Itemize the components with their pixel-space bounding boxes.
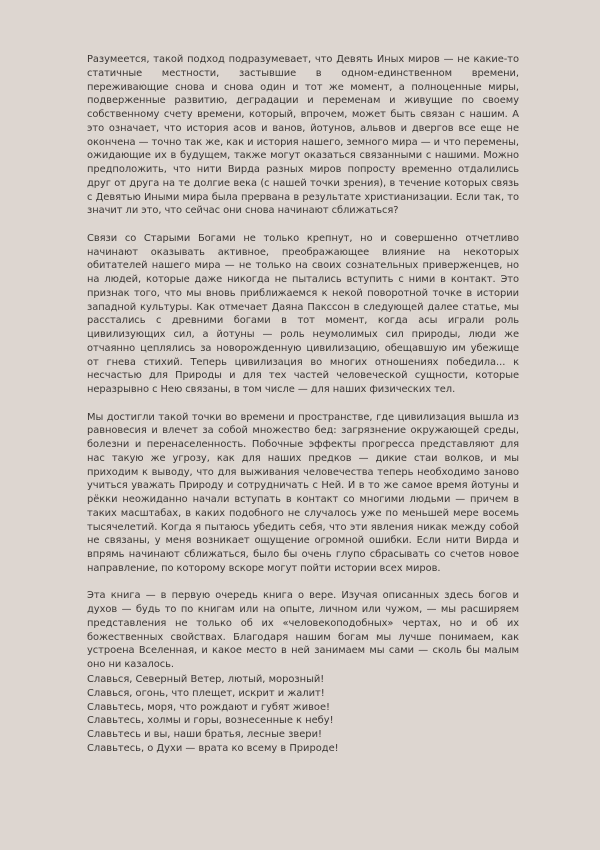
paragraph-book-about-faith: Эта книга — в первую очередь книга о вере. Изучая описанных здесь богов и духов — будь то по книгам или на опыте, личном или чужом, — мы расширяем представления не только об их «человекоподобных» чертах, но и об их божественных свойствах. Благодаря нашим богам мы лучше понимаем, как устроена Вселенная, и какое место в ней занимаем мы сами — сколь бы малым оно ни казалось. <box>87 590 519 670</box>
poem-line: Славьтесь, холмы и горы, вознесенные к небу! <box>87 715 334 727</box>
poem-line: Славьтесь и вы, наши братья, лесные звери! <box>87 729 322 740</box>
invocation-poem <box>87 673 339 756</box>
poem-line: Славься, Северный Ветер, лютый, морозный! <box>87 674 325 685</box>
poem-line: Славьтесь, о Духи — врата ко всему в Природе! <box>87 742 339 754</box>
paragraph-civilization-balance: Мы достигли такой точки во времени и пространстве, где цивилизация вышла из равновесия и влечет за собой множество бед: загрязнение окружающей среды, болезни и перенаселенность. Побочные эффекты прогресса представляют для нас такую же угрозу, как для наших предков — дикие стаи волков, и мы приходим к выводу, что для выживания человечества теперь необходимо заново учиться уважать Природу и сотрудничать с Ней. И в то же самое время йотуны и рёкки неожиданно начали вступать в контакт со многими людьми — причем в таких масштабах, в каких подобного не случалось уже по меньшей мере восемь тысячелетий. Когда я пытаюсь убедить себя, что эти явления никак между собой не связаны, у меня возникает ощущение огромной ошибки. Если нити Вирда и впрямь начинают сближаться, было бы очень глупо сбрасывать со счетов новое направление, по которому вскоре могут пойти истории всех миров. <box>87 411 519 574</box>
paragraph-old-gods-ties: Связи со Старыми Богами не только крепнут, но и совершенно отчетливо начинают оказывать активное, преображающее влияние на некоторых обитателей нашего мира — не только на своих сознательных приверженцев, но на людей, которые даже никогда не пытались вступить с ними в контакт. Это признак того, что мы вновь приближаемся к некой поворотной точке в истории западной культуры. Как отмечает Даяна Пакссон в следующей далее статье, мы расстались с древними богами в тот момент, когда асы играли роль цивилизующих сил, а йотуны — роль неумолимых сил природы, люди же отчаянно цеплялись за новорожденную цивилизацию, обещавшую им убежище от гнева стихий. Теперь цивилизация во многих отношениях победила... к несчастью для Природы и для тех частей человеческой сущности, которые неразрывно с Нею связаны, в том числе — для наших физических тел. <box>87 232 519 395</box>
poem-line: Славьтесь, моря, что рождают и губят живое! <box>87 701 331 713</box>
document-body <box>87 53 519 686</box>
poem-line: Славься, огонь, что плещет, искрит и жалит! <box>87 687 325 699</box>
paragraph-nine-worlds: Разумеется, такой подход подразумевает, что Девять Иных миров — не какие-то статичные местности, застывшие в одном-единственном времени, переживающие снова и снова один и тот же момент, а полноценные миры, подверженные развитию, деградации и переменам и живущие по своему собственному счету времени, который, впрочем, может быть связан с нашим. А это означает, что история асов и ванов, йотунов, альвов и двергов все еще не окончена — точно так же, как и история нашего, земного мира — и что перемены, ожидающие их в будущем, также могут оказаться связанными с нашими. Можно предположить, что нити Вирда разных миров попросту временно отдалились друг от друга на те долгие века (с нашей точки зрения), в течение которых связь с Девятью Иными мира была прервана в результате христианизации. Если так, то значит ли это, что сейчас они снова начинают сближаться? <box>87 54 519 217</box>
